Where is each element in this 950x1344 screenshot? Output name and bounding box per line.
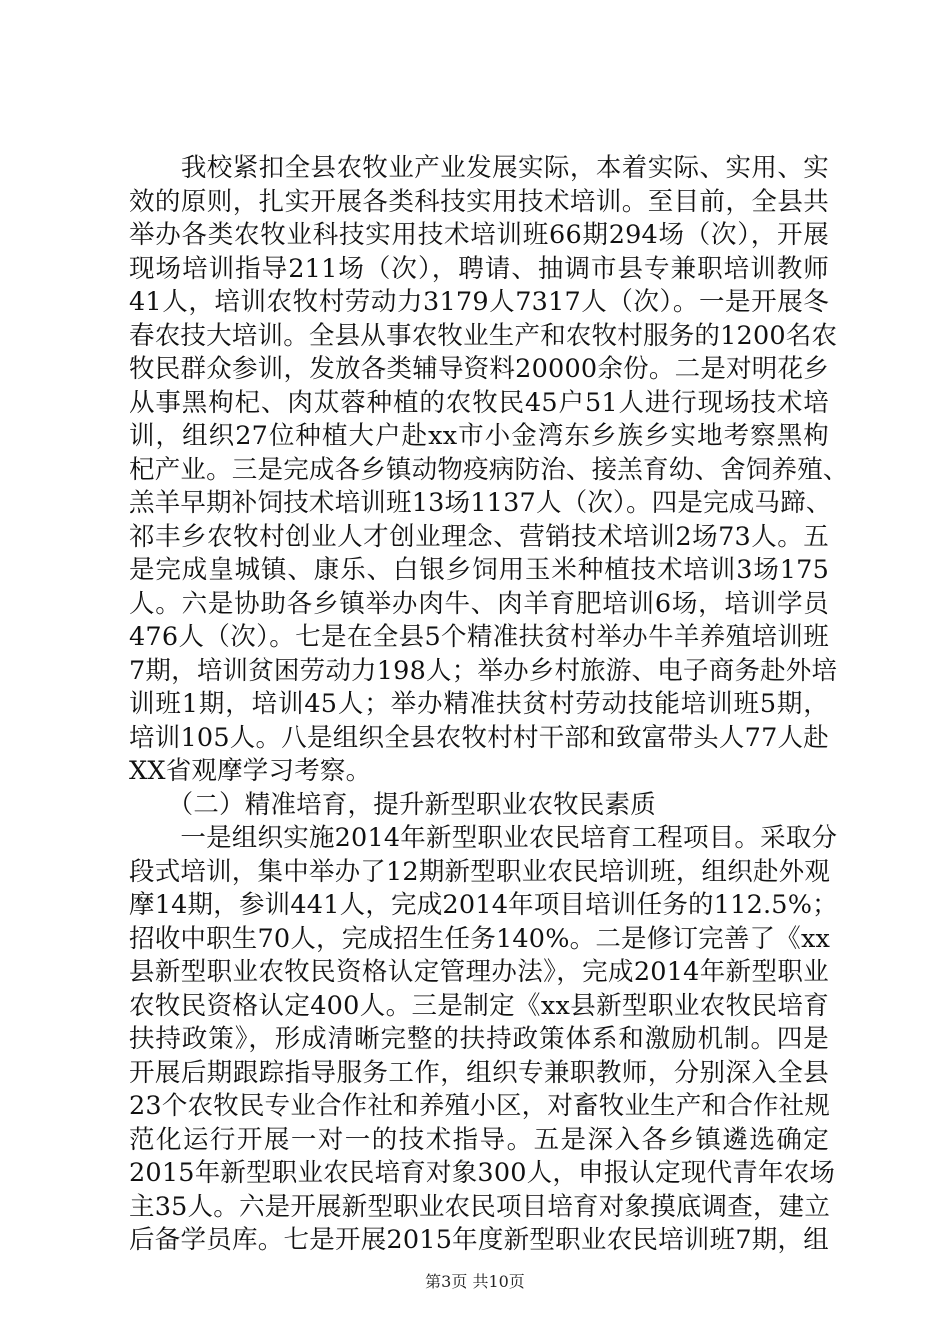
paragraph-line: 招收中职生70人，完成招生任务140%。二是修订完善了《xx [129, 923, 831, 954]
paragraph-line: XX省观摩学习考察。 [129, 756, 372, 786]
paragraph-line: 2015年新型职业农民培育对象300人，申报认定现代青年农场 [129, 1158, 836, 1188]
paragraph-line: 牧民群众参训，发放各类辅导资料20000余份。二是对明花乡 [129, 354, 829, 384]
paragraph-line: 一是组织实施2014年新型职业农民培育工程项目。采取分 [129, 823, 838, 853]
paragraph-line: 23个农牧民专业合作社和养殖小区，对畜牧业生产和合作社规 [129, 1091, 831, 1121]
paragraph-line: 41人，培训农牧村劳动力3179人7317人（次）。一是开展冬 [129, 287, 829, 317]
paragraph-line: 训，组织27位种植大户赴xx市小金湾东乡族乡实地考察黑枸 [129, 421, 829, 451]
paragraph-line: 后备学员库。七是开展2015年度新型职业农民培训班7期，组 [129, 1225, 829, 1255]
paragraph-line: 效的原则，扎实开展各类科技实用技术培训。至目前，全县共 [129, 186, 829, 217]
paragraph-line: 举办各类农牧业科技实用技术培训班66期294场（次），开展 [129, 220, 829, 250]
paragraph-line: 扶持政策》，形成清晰完整的扶持政策体系和激励机制。四是 [129, 1024, 829, 1054]
paragraph-line: 培训105人。八是组织全县农牧村村干部和致富带头人77人赴 [129, 722, 829, 753]
paragraph-line: 人。六是协助各乡镇举办肉牛、肉羊育肥培训6场，培训学员 [129, 588, 829, 619]
section-heading: （二）精准培育，提升新型职业农牧民素质 [129, 789, 656, 820]
paragraph-line: 段式培训，集中举办了12期新型职业农民培训班，组织赴外观 [129, 856, 831, 887]
paragraph-line: 农牧民资格认定400人。三是制定《xx县新型职业农牧民培育 [129, 990, 829, 1021]
paragraph-line: 现场培训指导211场（次），聘请、抽调市县专兼职培训教师 [129, 253, 829, 284]
paragraph-line: 祁丰乡农牧村创业人才创业理念、营销技术培训2场73人。五 [129, 521, 829, 552]
paragraph-line: 摩14期，参训441人，完成2014年项目培训任务的112.5%； [129, 890, 838, 920]
paragraph-line: 杞产业。三是完成各乡镇动物疫病防治、接羔育幼、舍饲养殖、 [129, 454, 849, 485]
paragraph-line: 春农技大培训。全县从事农牧业生产和农牧村服务的1200名农 [129, 320, 838, 351]
paragraph-line: 从事黑枸杞、肉苁蓉种植的农牧民45户51人进行现场技术培 [129, 387, 829, 418]
paragraph-line: 羔羊早期补饲技术培训班13场1137人（次）。四是完成马蹄、 [129, 488, 832, 518]
paragraph-line: 476人（次）。七是在全县5个精准扶贫村举办牛羊养殖培训班 [129, 622, 829, 652]
page-number-footer: 第3页 共10页 [425, 1272, 525, 1291]
paragraph-line: 7期，培训贫困劳动力198人；举办乡村旅游、电子商务赴外培 [129, 655, 838, 686]
paragraph-line: 县新型职业农牧民资格认定管理办法》，完成2014年新型职业 [129, 957, 829, 987]
paragraph-line: 主35人。六是开展新型职业农民项目培育对象摸底调查，建立 [129, 1191, 831, 1222]
document-body [129, 152, 849, 1258]
paragraph-line: 范化运行开展一对一的技术指导。五是深入各乡镇遴选确定 [129, 1124, 829, 1155]
paragraph-line: 开展后期跟踪指导服务工作，组织专兼职教师，分别深入全县 [129, 1057, 829, 1088]
paragraph-line: 是完成皇城镇、康乐、白银乡饲用玉米种植技术培训3场175 [129, 555, 829, 585]
paragraph-line: 训班1期，培训45人；举办精准扶贫村劳动技能培训班5期， [129, 689, 829, 719]
paragraph-line: 我校紧扣全县农牧业产业发展实际，本着实际、实用、实 [129, 153, 829, 183]
